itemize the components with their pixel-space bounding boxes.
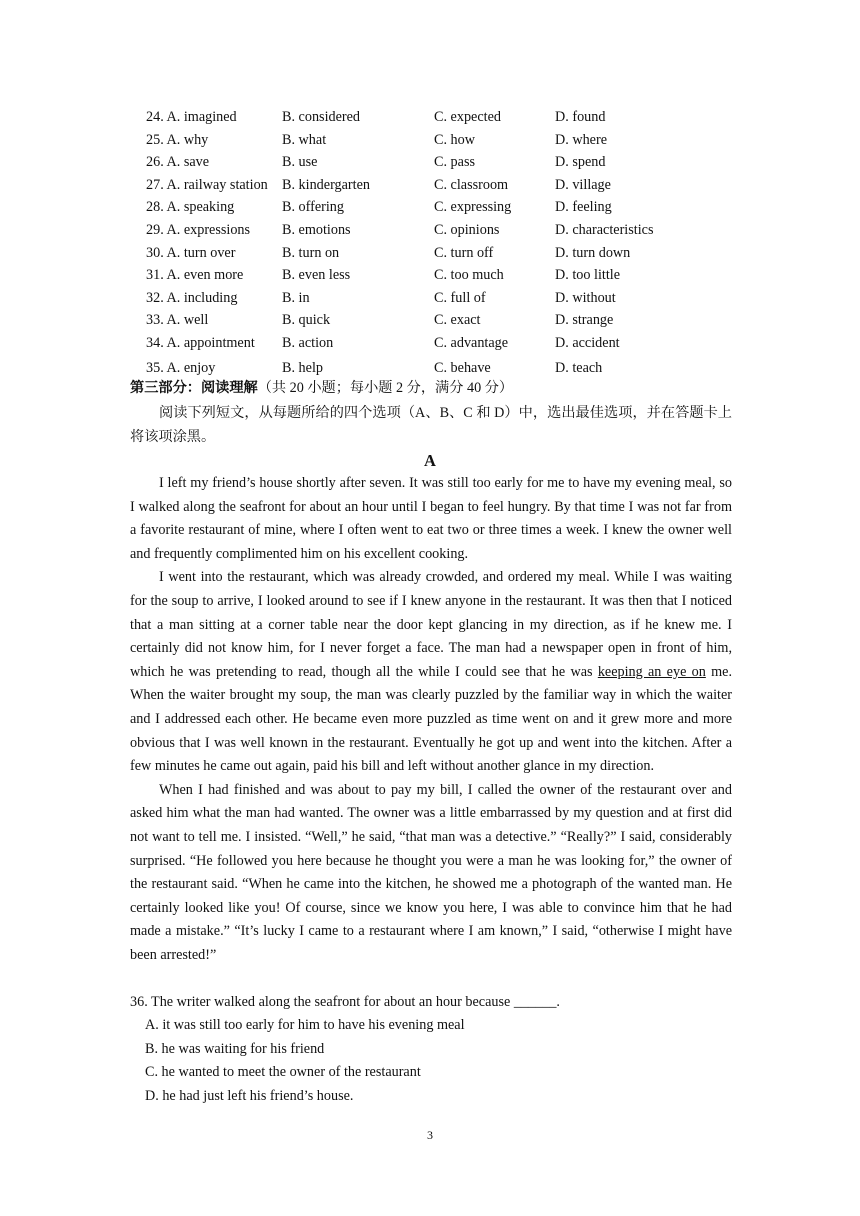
option-a: 33. A. well bbox=[146, 312, 209, 329]
section-scoring: （共 20 小题；每小题 2 分，满分 40 分） bbox=[257, 380, 514, 396]
page-number: 3 bbox=[427, 1128, 433, 1142]
option-c: C. expressing bbox=[434, 199, 512, 216]
option-b: B. action bbox=[282, 334, 334, 351]
option-a: 26. A. save bbox=[146, 154, 210, 171]
answer-option-c: C. he wanted to meet the owner of the restaurant bbox=[145, 1064, 421, 1081]
answer-option-a: A. it was still too early for him to have his evening meal bbox=[145, 1017, 465, 1034]
option-row bbox=[146, 242, 746, 265]
question-stem: 36. The writer walked along the seafront for about an hour because ______. bbox=[130, 994, 560, 1010]
option-a: 34. A. appointment bbox=[146, 334, 255, 351]
option-d: D. found bbox=[555, 109, 606, 125]
option-row bbox=[146, 151, 746, 174]
option-b: B. offering bbox=[282, 199, 344, 216]
option-b: B. considered bbox=[282, 109, 361, 125]
passage-label: A bbox=[424, 451, 436, 470]
paragraph-text: I went into the restaurant, which was already crowded, and ordered my meal. While I was waiting for the soup to arrive, I looked around to see if I knew anyone in the restaurant. It was then that I noticed that a man sitting at a corner table near the door kept glancing in my direction, as if he knew me. I certainly did not know him, for I never forget a face. The man had a newspaper open in front of him, which he was pretending to read, though all the while I could see that he was bbox=[130, 569, 732, 680]
answer-option-b: B. he was waiting for his friend bbox=[145, 1040, 325, 1057]
option-d: D. too little bbox=[555, 267, 621, 284]
option-c: C. classroom bbox=[434, 176, 509, 193]
option-c: C. opinions bbox=[434, 221, 500, 238]
option-row bbox=[146, 264, 746, 287]
option-a: 29. A. expressions bbox=[146, 221, 251, 238]
paragraph-text: me. When the waiter brought my soup, the man was clearly puzzled by the familiar way in which the waiter and I addressed each other. He became even more puzzled as time went on and it grew more and more obvious that I was well known in the restaurant. Eventually he got up and went into the kitchen. After a few minutes he came out again, paid his bill and left without another glance in my direction. bbox=[130, 663, 733, 775]
option-b: B. kindergarten bbox=[282, 176, 370, 193]
option-c: C. turn off bbox=[434, 244, 494, 261]
option-a: 35. A. enjoy bbox=[146, 359, 216, 376]
option-row bbox=[146, 309, 746, 332]
option-d: D. teach bbox=[555, 359, 603, 376]
option-b: B. in bbox=[282, 289, 310, 306]
option-c: C. pass bbox=[434, 154, 475, 171]
option-row bbox=[146, 174, 746, 197]
option-row bbox=[146, 357, 746, 380]
option-b: B. turn on bbox=[282, 244, 340, 261]
option-b: B. emotions bbox=[282, 221, 351, 238]
passage-paragraph bbox=[130, 566, 732, 778]
option-d: D. turn down bbox=[555, 244, 631, 261]
option-a: 31. A. even more bbox=[146, 267, 244, 284]
option-a: 28. A. speaking bbox=[146, 199, 235, 216]
option-a: 30. A. turn over bbox=[146, 244, 236, 261]
question-36 bbox=[130, 991, 732, 1108]
option-a: 25. A. why bbox=[146, 131, 209, 148]
option-c: C. too much bbox=[434, 267, 504, 284]
option-d: D. where bbox=[555, 131, 607, 148]
option-b: B. help bbox=[282, 359, 323, 376]
option-row bbox=[146, 332, 746, 355]
underlined-phrase: keeping an eye on bbox=[597, 663, 706, 680]
option-d: D. spend bbox=[555, 154, 606, 171]
option-b: B. use bbox=[282, 154, 318, 171]
option-d: D. characteristics bbox=[555, 221, 654, 238]
option-b: B. quick bbox=[282, 312, 331, 329]
option-a: 24. A. imagined bbox=[146, 109, 237, 125]
option-c: C. behave bbox=[434, 359, 491, 376]
section-title: 第三部分：阅读理解 bbox=[130, 380, 258, 396]
option-c: C. how bbox=[434, 131, 475, 148]
option-b: B. even less bbox=[282, 267, 351, 284]
option-a: 32. A. including bbox=[146, 289, 238, 306]
option-c: C. full of bbox=[434, 289, 486, 306]
passage-paragraph: When I had finished and was about to pay my bill, I called the owner of the restaurant over and asked him what the man had wanted. The owner was a little embarrassed by my question and at first did not want to tell me. I insisted. “Well,” he said, “that man was a detective.” “Really?” I said, considerably surprised. “He followed you here because he thought you were a man he was looking for,” the owner of the restaurant said. “When he came into the kitchen, he showed me a photograph of the wanted man. He certainly looked like you! Of course, since we know you here, I was able to convince him that he had made a mistake.” “It’s lucky I came to a restaurant where I am known,” I said, “otherwise I might have been arrested!” bbox=[130, 781, 732, 963]
section-instructions: 阅读下列短文，从每题所给的四个选项（A、B、C 和 D）中，选出最佳选项，并在答题卡上将该项涂黑。 bbox=[130, 405, 732, 445]
option-row bbox=[146, 219, 746, 242]
option-row bbox=[146, 196, 746, 219]
option-b: B. what bbox=[282, 131, 327, 148]
option-d: D. village bbox=[555, 176, 611, 193]
section-heading bbox=[130, 377, 513, 399]
option-a: 27. A. railway station bbox=[146, 176, 268, 193]
option-c: C. exact bbox=[434, 312, 481, 329]
option-row bbox=[146, 129, 746, 152]
option-d: D. accident bbox=[555, 334, 620, 351]
reading-passage bbox=[130, 472, 732, 967]
option-d: D. without bbox=[555, 289, 616, 306]
cloze-options-block bbox=[146, 106, 746, 379]
option-d: D. feeling bbox=[555, 199, 612, 216]
option-row bbox=[146, 106, 746, 129]
option-d: D. strange bbox=[555, 312, 614, 329]
answer-option-d: D. he had just left his friend’s house. bbox=[145, 1087, 354, 1104]
passage-paragraph: I left my friend’s house shortly after seven. It was still too early for me to have my evening meal, so I walked along the seafront for about an hour until I began to feel hungry. By that time I was not far from a favorite restaurant of mine, where I often went to eat two or three times a week. I knew the owner well and frequently complimented him on his excellent cooking. bbox=[130, 475, 732, 562]
option-c: C. advantage bbox=[434, 334, 509, 351]
option-c: C. expected bbox=[434, 109, 501, 125]
option-row bbox=[146, 287, 746, 310]
